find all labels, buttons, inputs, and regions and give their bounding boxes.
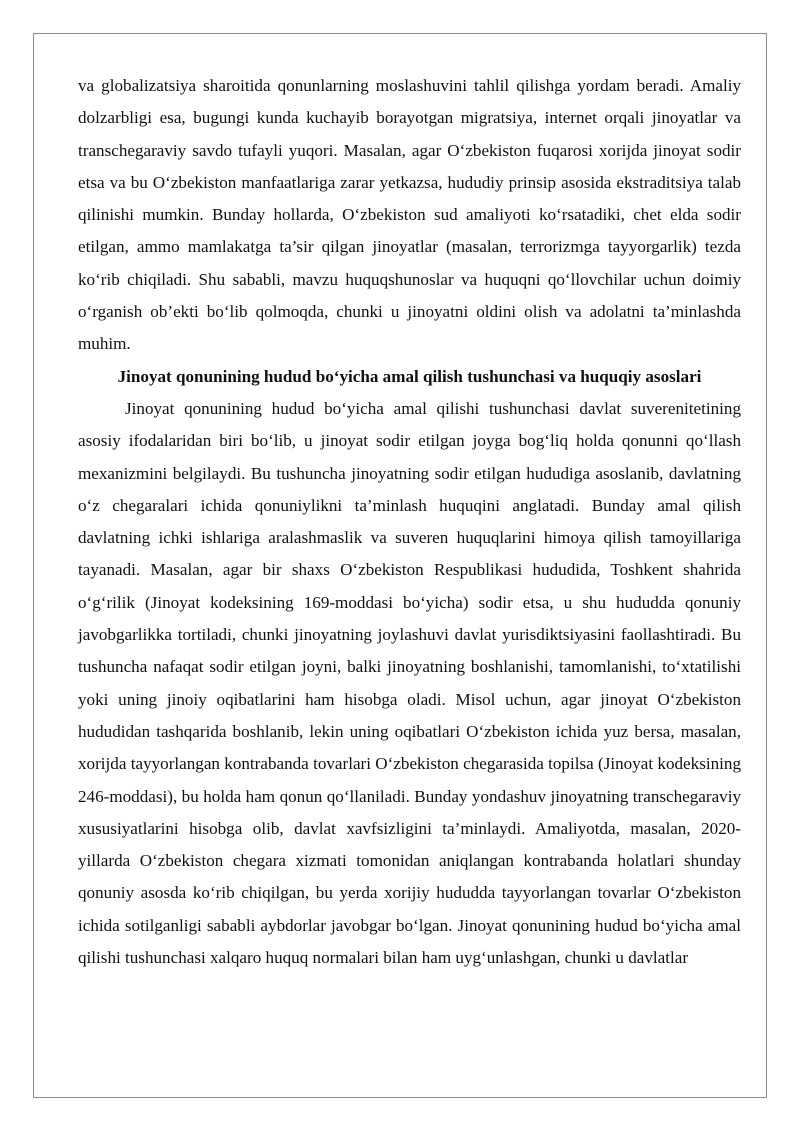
document-body — [78, 70, 741, 974]
section-heading: Jinoyat qonunining hudud bo‘yicha amal qilish tushunchasi va huquqiy asoslari — [117, 366, 702, 386]
paragraph-territorial-concept: Jinoyat qonunining hudud bo‘yicha amal qilishi tushunchasi davlat suverenitetining asosiy ifodalaridan biri bo‘lib, u jinoyat sodir etilgan joyga bog‘liq holda qonunni qo‘llash mexanizmini belgilaydi. Bu tushuncha jinoyatning sodir etilgan hududiga asoslanib, davlatning o‘z chegaralari ichida qonuniylikni ta’minlash huquqini anglatadi. Bunday amal qilish davlatning ichki ishlariga aralashmaslik va suveren huquqlarini himoya qilish tamoyillariga tayanadi. Masalan, agar bir shaxs O‘zbekiston Respublikasi hududida, Toshkent shahrida o‘g‘rilik (Jinoyat kodeksining 169-moddasi bo‘yicha) sodir etsa, u shu hududda qonuniy javobgarlikka tortiladi, chunki jinoyatning joylashuvi davlat yurisdiktsiyasini faollashtiradi. Bu tushuncha nafaqat sodir etilgan joyni, balki jinoyatning boshlanishi, tamomlanishi, to‘xtatilishi yoki uning jinoiy oqibatlarini ham hisobga oladi. Misol uchun, agar jinoyat O‘zbekiston hududidan tashqarida boshlanib, lekin uning oqibatlari O‘zbekiston ichida yuz bersa, masalan, xorijda tayyorlangan kontrabanda tovarlari O‘zbekiston chegarasida topilsa (Jinoyat kodeksining 246-moddasi), bu holda ham qonun qo‘llaniladi. Bunday yondashuv jinoyatning transchegaraviy xususiyatlarini hisobga olib, davlat xavfsizligini ta’minlaydi. Amaliyotda, masalan, 2020-yillarda O‘zbekiston chegara xizmati tomonidan aniqlangan kontrabanda holatlari shunday qonuniy asosda ko‘rib chiqilgan, bu yerda xorijiy hududda tayyorlangan tovarlar O‘zbekiston ichida sotilganligi sababli aybdorlar javobgar bo‘lgan. Jinoyat qonunining hudud bo‘yicha amal qilishi tushunchasi xalqaro huquq normalari bilan ham uyg‘unlashgan, chunki u davlatlar — [78, 398, 741, 968]
paragraph-intro-continuation: va globalizatsiya sharoitida qonunlarning moslashuvini tahlil qilishga yordam beradi. Amaliy dolzarbligi esa, bugungi kunda kuchayib borayotgan migratsiya, internet orqali jinoyatlar va transchegaraviy savdo tufayli yuqori. Masalan, agar O‘zbekiston fuqarosi xorijda jinoyat sodir etsa va bu O‘zbekiston manfaatlariga zarar yetkazsa, hududiy prinsip asosida ekstraditsiya talab qilinishi mumkin. Bunday hollarda, O‘zbekiston sud amaliyoti ko‘rsatadiki, chet elda sodir etilgan, ammo mamlakatga ta’sir qilgan jinoyatlar (masalan, terrorizmga tayyorgarlik) tezda ko‘rib chiqiladi. Shu sababli, mavzu huquqshunoslar va huquqni qo‘llovchilar uchun doimiy o‘rganish ob’ekti bo‘lib qolmoqda, chunki u jinoyatni oldini olish va adolatni ta’minlashda muhim. — [78, 76, 741, 354]
